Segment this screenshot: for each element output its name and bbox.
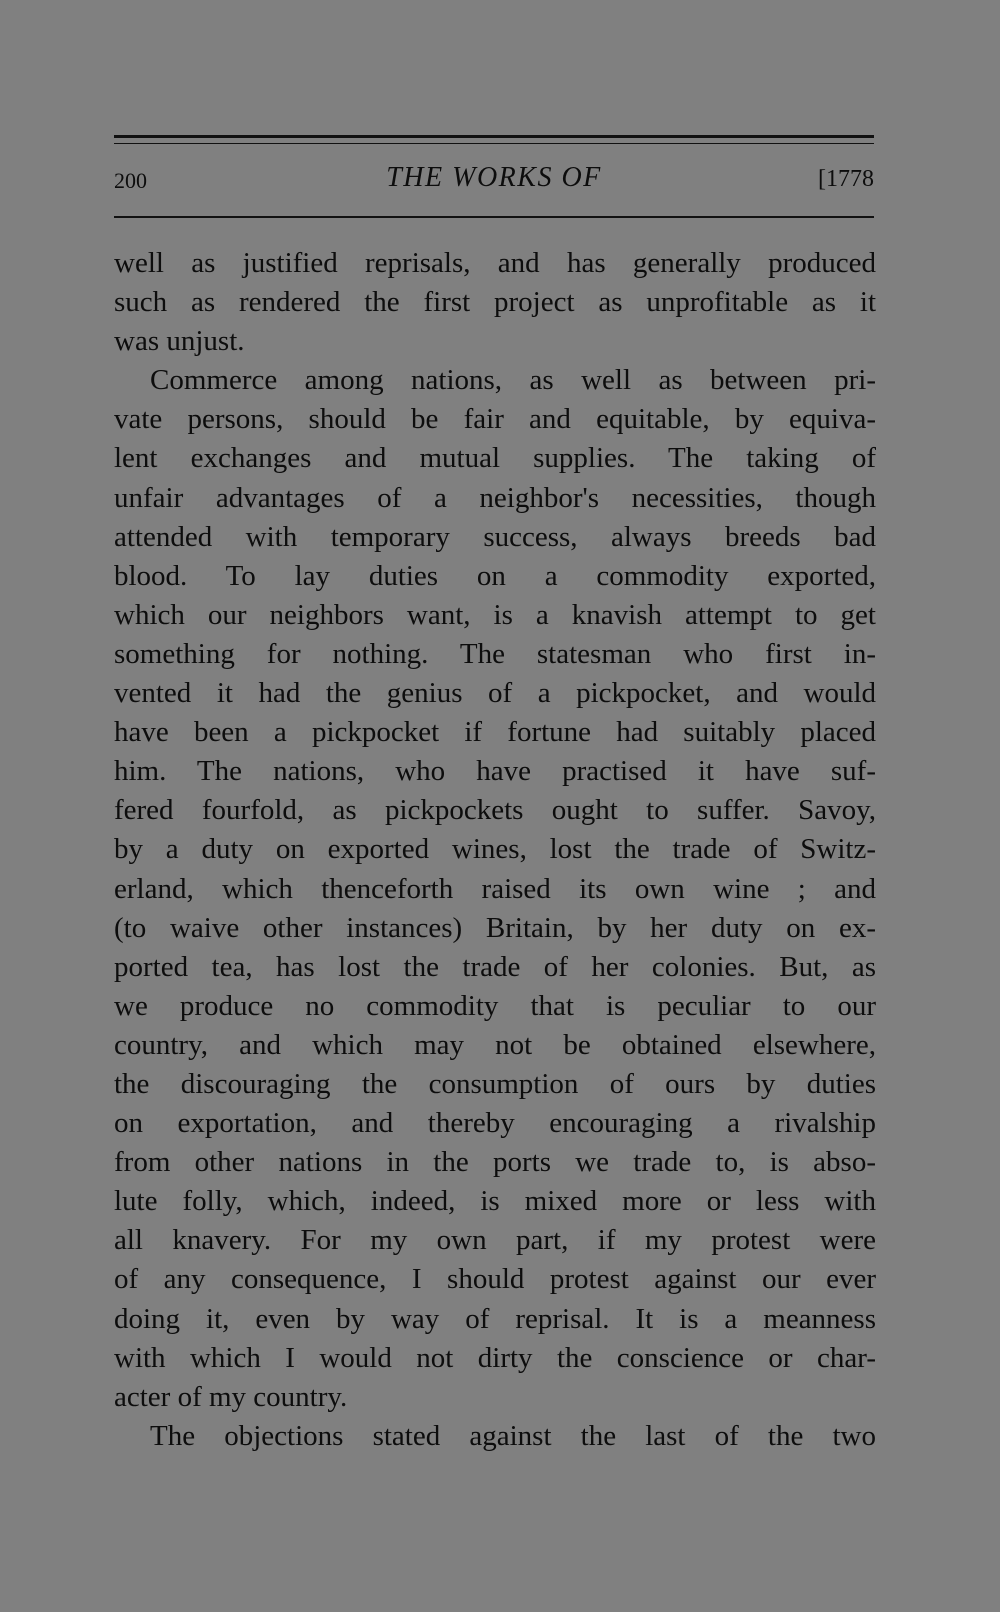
text-line: (to waive other instances) Britain, by her duty on ex- [114,911,876,944]
text-line: which our neighbors want, is a knavish attempt to get [114,598,876,631]
text-line: country, and which may not be obtained elsewhere, [114,1028,876,1061]
text-line: lent exchanges and mutual supplies. The taking of [114,442,876,475]
text-line: well as justified reprisals, and has generally produced [114,247,876,279]
text-line: acter of my country. [114,1380,348,1413]
text-line: vented it had the genius of a pickpocket, and would [114,677,876,710]
text-line: unfair advantages of a neighbor's necessities, though [114,481,876,514]
text-line: fered fourfold, as pickpockets ought to suffer. Savoy, [114,794,876,827]
text-line: we produce no commodity that is peculiar to our [114,989,876,1022]
page-number: 200 [114,168,147,193]
text-line: on exportation, and thereby encouraging a rivalship [114,1107,876,1140]
text-line: by a duty on exported wines, lost the trade of Switz- [114,833,876,866]
text-line: him. The nations, who have practised it have suf- [114,755,876,788]
text-line: have been a pickpocket if fortune had suitably placed [114,716,876,749]
text-line: something for nothing. The statesman who first in- [114,637,876,670]
text-line: ported tea, has lost the trade of her colonies. But, as [114,950,876,983]
text-line: from other nations in the ports we trade to, is abso- [114,1146,876,1179]
text-line: the discouraging the consumption of ours by duties [114,1067,876,1100]
text-line: erland, which thenceforth raised its own wine ; and [114,872,876,905]
header-rule-top-thin [114,143,874,144]
text-line: Commerce among nations, as well as between pri- [150,364,876,397]
running-title: THE WORKS OF [386,162,602,193]
text-line: was unjust. [114,325,245,358]
text-line: such as rendered the first project as unprofitable as it [114,286,876,319]
text-line: all knavery. For my own part, if my protest were [114,1224,876,1257]
text-line: blood. To lay duties on a commodity exported, [114,559,876,592]
text-line: doing it, even by way of reprisal. It is a meanness [114,1302,876,1335]
text-line: vate persons, should be fair and equitable, by equiva- [114,403,876,436]
header-rule-top [114,135,874,138]
running-head [114,162,874,202]
text-line: of any consequence, I should protest against our ever [114,1263,876,1296]
text-line: The objections stated against the last of the two [150,1419,876,1452]
text-line: with which I would not dirty the conscience or char- [114,1341,876,1374]
text-line: attended with temporary success, always breeds bad [114,520,876,553]
running-year: [1778 [818,166,874,192]
text-line: lute folly, which, indeed, is mixed more or less with [114,1185,876,1218]
header-rule-bottom [114,216,874,218]
body-text [114,244,876,1456]
